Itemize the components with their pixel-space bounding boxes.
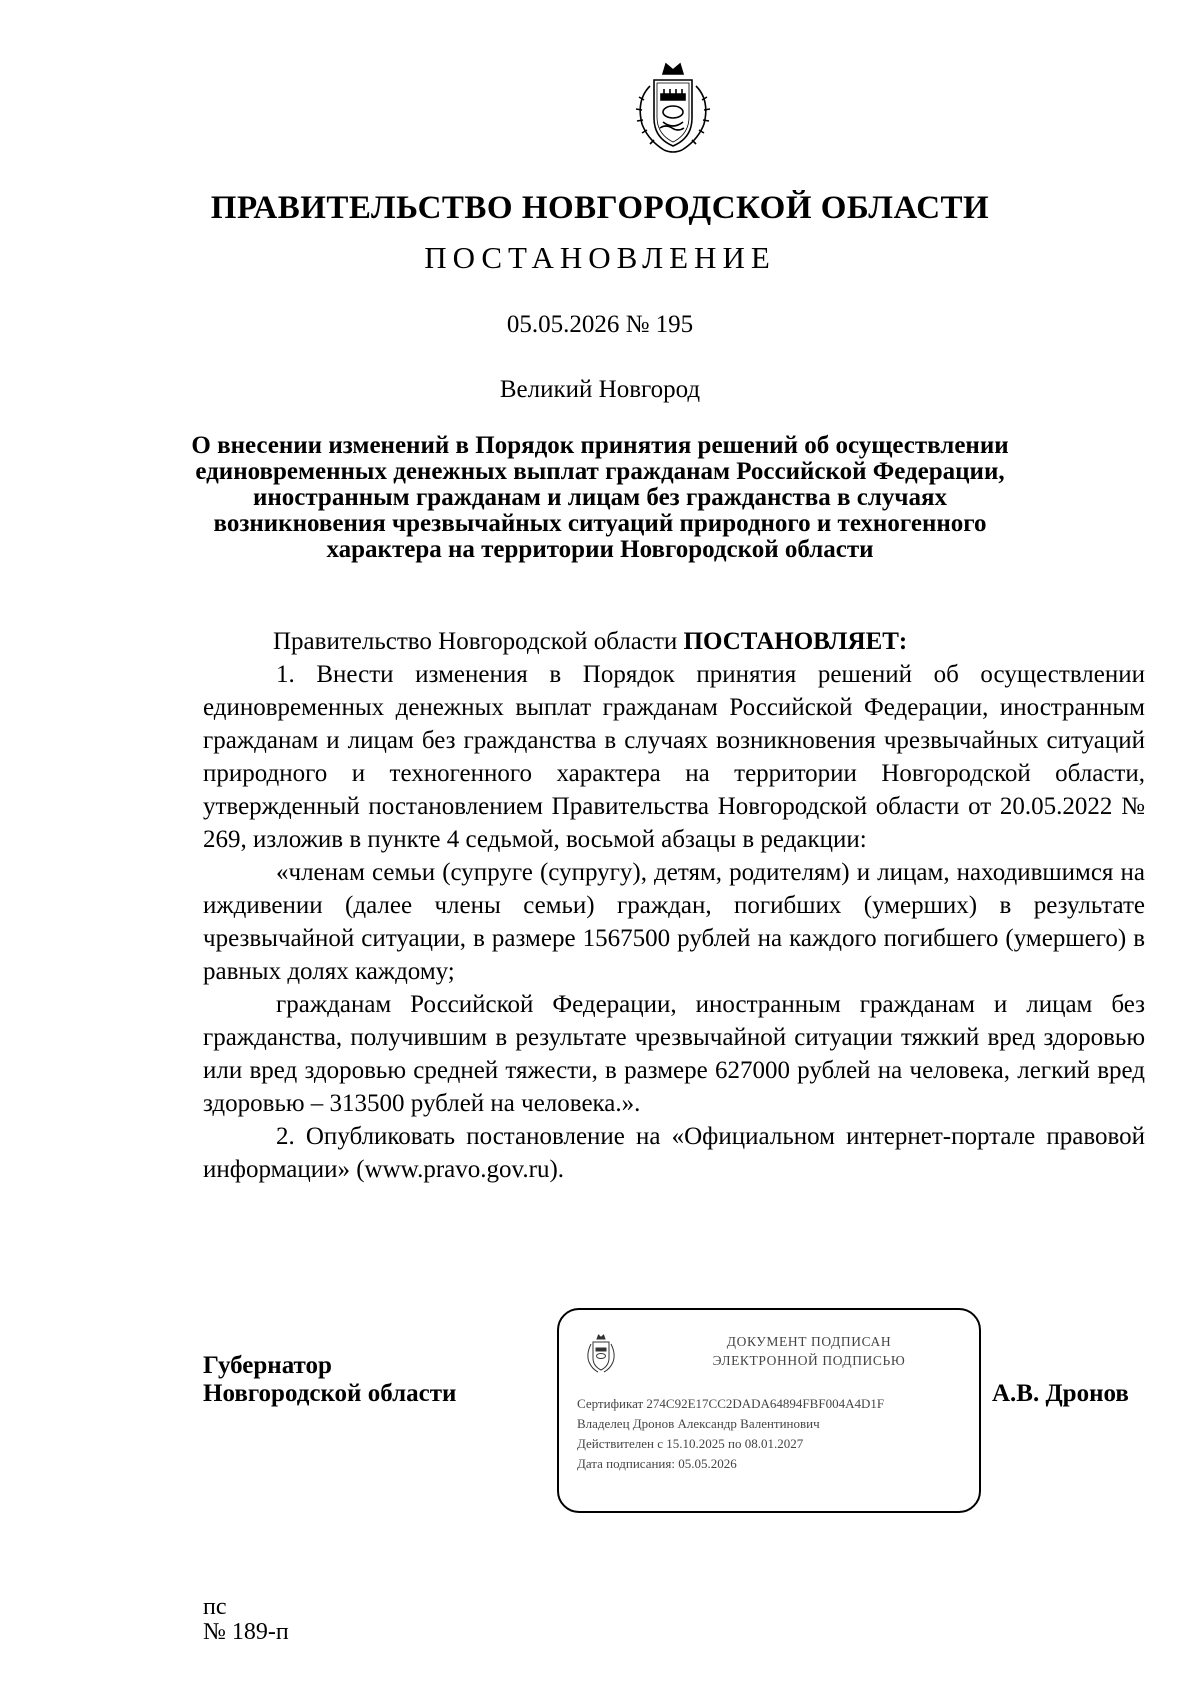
footer-line: № 189-п xyxy=(203,1619,289,1645)
position-line: Новгородской области xyxy=(203,1380,457,1407)
paragraph-quote-2: гражданам Российской Федерации, иностранным гражданам и лицам без гражданства, получившим в результате чрезвычайной ситуации тяжкий вред здоровью или вред здоровью средней тяжести, в размере 627000 рублей на человека, легкий вред здоровью – 313500 рублей на человека.». xyxy=(203,991,1145,1117)
document-type: ПОСТАНОВЛЕНИЕ xyxy=(424,240,776,275)
document-body xyxy=(203,625,1145,1186)
stamp-heading-line: ЭЛЕКТРОННОЙ ПОДПИСЬЮ xyxy=(712,1353,906,1368)
title-line: единовременных денежных выплат гражданам Российской Федерации, xyxy=(195,458,1005,485)
paragraph-2: 2. Опубликовать постановление на «Официальном интернет-портале правовой информации» (www.pravo.gov.ru). xyxy=(203,1123,1145,1183)
resolution-lead xyxy=(203,625,1145,658)
stamp-owner: Владелец Дронов Александр Валентинович xyxy=(577,1416,820,1431)
stamp-details xyxy=(577,1394,977,1474)
footer-line: пс xyxy=(203,1594,227,1620)
title-line: О внесении изменений в Порядок принятия решений об осуществлении xyxy=(191,432,1009,459)
document-date-number: 05.05.2026 № 195 xyxy=(506,311,694,338)
stamp-heading xyxy=(689,1332,929,1370)
stamp-signed-date: Дата подписания: 05.05.2026 xyxy=(577,1456,737,1471)
stamp-certificate: Сертификат 274C92E17CC2DADA64894FBF004A4D1F xyxy=(577,1396,885,1411)
lead-text: Правительство Новгородской области xyxy=(273,628,684,655)
signatory-name: А.В. Дронов xyxy=(992,1380,1129,1407)
title-line: возникновения чрезвычайных ситуаций природного и техногенного xyxy=(213,510,987,537)
organization-title: ПРАВИТЕЛЬСТВО НОВГОРОДСКОЙ ОБЛАСТИ xyxy=(210,190,990,226)
lead-bold: ПОСТАНОВЛЯЕТ: xyxy=(683,628,908,655)
title-line: характера на территории Новгородской области xyxy=(326,536,874,563)
coat-of-arms-icon xyxy=(630,60,716,156)
title-line: иностранным гражданам и лицам без гражданства в случаях xyxy=(252,484,948,511)
paragraph-quote-1: «членам семьи (супруге (супругу), детям, родителям) и лицам, находившимся на иждивении (далее члены семьи) граждан, погибших (умерших) в результате чрезвычайной ситуации, в размере 1567500 рублей на каждого погибшего (умершего) в равных долях каждому; xyxy=(203,859,1145,985)
signatory-position xyxy=(203,1352,456,1408)
document-footer xyxy=(203,1595,289,1645)
electronic-signature-stamp xyxy=(557,1308,981,1513)
paragraph-1: 1. Внести изменения в Порядок принятия решений об осуществлении единовременных денежных выплат гражданам Российской Федерации, иностранным гражданам и лицам без гражданства в случаях возникновения чрезвычайных ситуаций природного и техногенного характера на территории Новгородской области, утвержденный постановлением Правительства Новгородской области от 20.05.2022 № 269, изложив в пункте 4 седьмой, восьмой абзацы в редакции: xyxy=(203,661,1145,853)
position-line: Губернатор xyxy=(203,1352,332,1379)
document-title xyxy=(180,433,1020,563)
coat-of-arms-icon xyxy=(585,1334,617,1374)
stamp-validity: Действителен с 15.10.2025 по 08.01.2027 xyxy=(577,1436,804,1451)
document-city: Великий Новгород xyxy=(499,376,701,403)
stamp-heading-line: ДОКУМЕНТ ПОДПИСАН xyxy=(726,1334,892,1349)
